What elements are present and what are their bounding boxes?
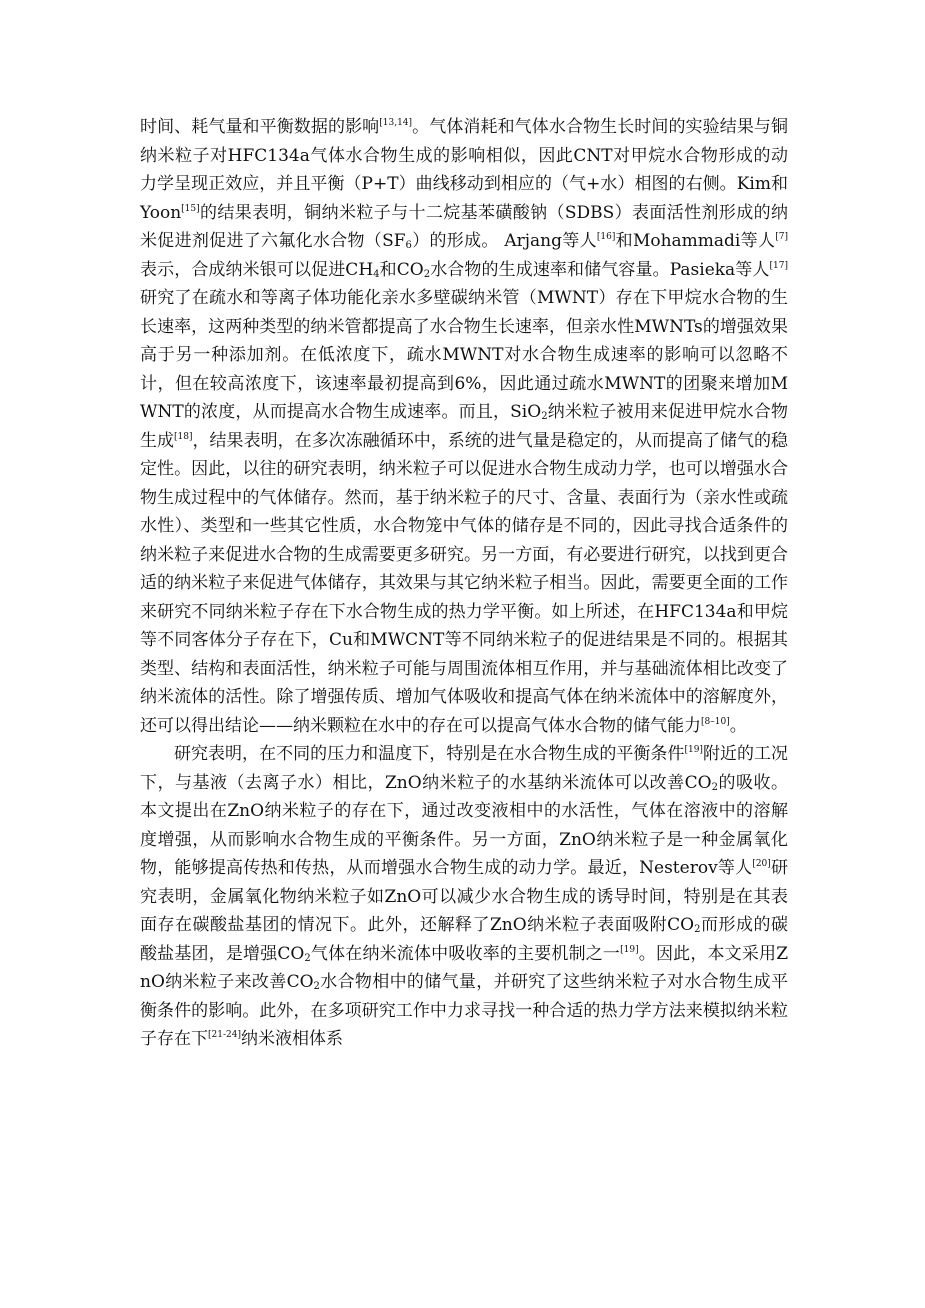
citation-ref: [19] (684, 745, 703, 755)
citation-ref: [15] (181, 203, 200, 214)
text-run: 时间、耗气量和平衡数据的影响 (140, 117, 380, 137)
citation-ref: [20] (752, 859, 771, 869)
chemical-subscript: 6 (405, 240, 412, 251)
chemical-subscript: 2 (694, 924, 701, 935)
text-run: 和Mohammadi等人 (615, 231, 776, 251)
text-run: 纳米液相体系 (240, 1029, 343, 1049)
text-run: 研究表明，在不同的压力和温度下，特别是在水合物生成的平衡条件 (174, 744, 685, 764)
citation-ref: [21-24] (208, 1030, 241, 1040)
text-run: 而形成的碳酸盐基团，是增强CO (140, 915, 788, 964)
chemical-subscript: 2 (313, 981, 320, 992)
citation-ref: [16] (596, 232, 616, 242)
chemical-subscript: 2 (711, 781, 718, 793)
text-run: 。气体消耗和气体水合物生长时间的实验结果与铜纳米粒子对HFC134a气体水合物生成的影响相似，因此CNT对甲烷水合物形成的动力学呈现正效应，并且平衡（P+T）曲线移动到相应的（气+水）相图的右侧。Kim和Yoon (140, 117, 789, 223)
text-run: 。 (729, 715, 747, 736)
paragraph-2 (140, 740, 788, 1054)
text-run: 附近的工况下，与基液（去离子水）相比，ZnO纳米粒子的水基纳米流体可以改善CO (140, 744, 789, 793)
text-run: 和CO (379, 259, 424, 280)
text-run: 纳米粒子被用来促进甲烷水合物生成 (140, 402, 788, 451)
citation-ref: [18] (174, 431, 193, 442)
chemical-subscript: 2 (304, 952, 311, 964)
citation-ref: [7] (775, 232, 788, 242)
text-run: ）的形成。 Arjang等人 (411, 231, 597, 251)
text-run: 水合物的生成速率和储气容量。Pasieka等人 (430, 259, 770, 280)
text-run: 的结果表明，铜纳米粒子与十二烷基苯磺酸钠（SDBS）表面活性剂形成的纳米促进剂促进了六氟化水合物（SF (140, 202, 788, 251)
text-run: ，结果表明，在多次冻融循环中，系统的进气量是稳定的，从而提高了储气的稳定性。因此，以往的研究表明，纳米粒子可以促进水合物生成动力学，也可以增强水合物生成过程中的气体储存。然而，基于纳米粒子的尺寸、含量、表面行为（亲水性或疏水性）、类型和一些其它性质，水合物笼中气体的储存是不同的，因此寻找合适条件的纳米粒子来促进水合物的生成需要更多研究。另一方面，有必要进行研究，以找到更合适的纳米粒子来促进气体储存，其效果与其它纳米粒子相当。因此，需要更全面的工作来研究不同纳米粒子存在下水合物生成的热力学平衡。如上所述，在HFC134a和甲烷等不同客体分子存在下，Cu和MWCNT等不同纳米粒子的促进结果是不同的。根据其类型、结构和表面活性，纳米粒子可能与周围流体相互作用，并与基础流体相比改变了纳米流体的活性。除了增强传质、增加气体吸收和提高气体在纳米流体中的溶解度外，还可以得出结论——纳米颗粒在水中的存在可以提高气体水合物的储气能力 (140, 430, 789, 736)
chemical-subscript: 2 (423, 268, 431, 280)
text-run: 气体在纳米流体中吸收率的主要机制之一 (310, 943, 621, 964)
text-run: 。因此，本文采用ZnO纳米粒子来改善CO (140, 943, 789, 992)
text-run: 水合物相中的储气量，并研究了这些纳米粒子对水合物生成平衡条件的影响。此外，在多项研究工作中力求寻找一种合适的热力学方法来模拟纳米粒子存在下 (140, 972, 788, 1049)
citation-ref: [19] (620, 944, 639, 955)
body-text (140, 113, 788, 1054)
text-run: 表示，合成纳米银可以促进CH (140, 259, 374, 280)
chemical-subscript: 2 (541, 411, 548, 422)
chemical-subscript: 4 (373, 268, 380, 280)
citation-ref: [8–10] (701, 716, 730, 727)
citation-ref: [13,14] (379, 118, 413, 128)
citation-ref: [17] (769, 260, 788, 271)
text-run: 研究了在疏水和等离子体功能化亲水多壁碳纳米管（MWNT）存在下甲烷水合物的生长速率，这两种类型的纳米管都提高了水合物生长速率，但亲水性MWNTs的增强效果高于另一种添加剂。在低浓度下，疏水MWNT对水合物生成速率的影响可以忽略不计，但在较高浓度下，该速率最初提高到6%，因此通过疏水MWNT的团聚来增加MWNT的浓度，从而提高水合物生成速率。而且，SiO (140, 288, 788, 422)
text-run: 研究表明，金属氧化物纳米粒子如ZnO可以减少水合物生成的诱导时间，特别是在其表面存在碳酸盐基团的情况下。此外，还解释了ZnO纳米粒子表面吸附CO (140, 858, 789, 935)
text-run: 的吸收。本文提出在ZnO纳米粒子的存在下，通过改变液相中的水活性，气体在溶液中的溶解度增强，从而影响水合物生成的平衡条件。另一方面，ZnO纳米粒子是一种金属氧化物，能够提高传热和传热，从而增强水合物生成的动力学。最近，Nesterov等人 (140, 772, 788, 878)
paragraph-1 (140, 113, 788, 740)
